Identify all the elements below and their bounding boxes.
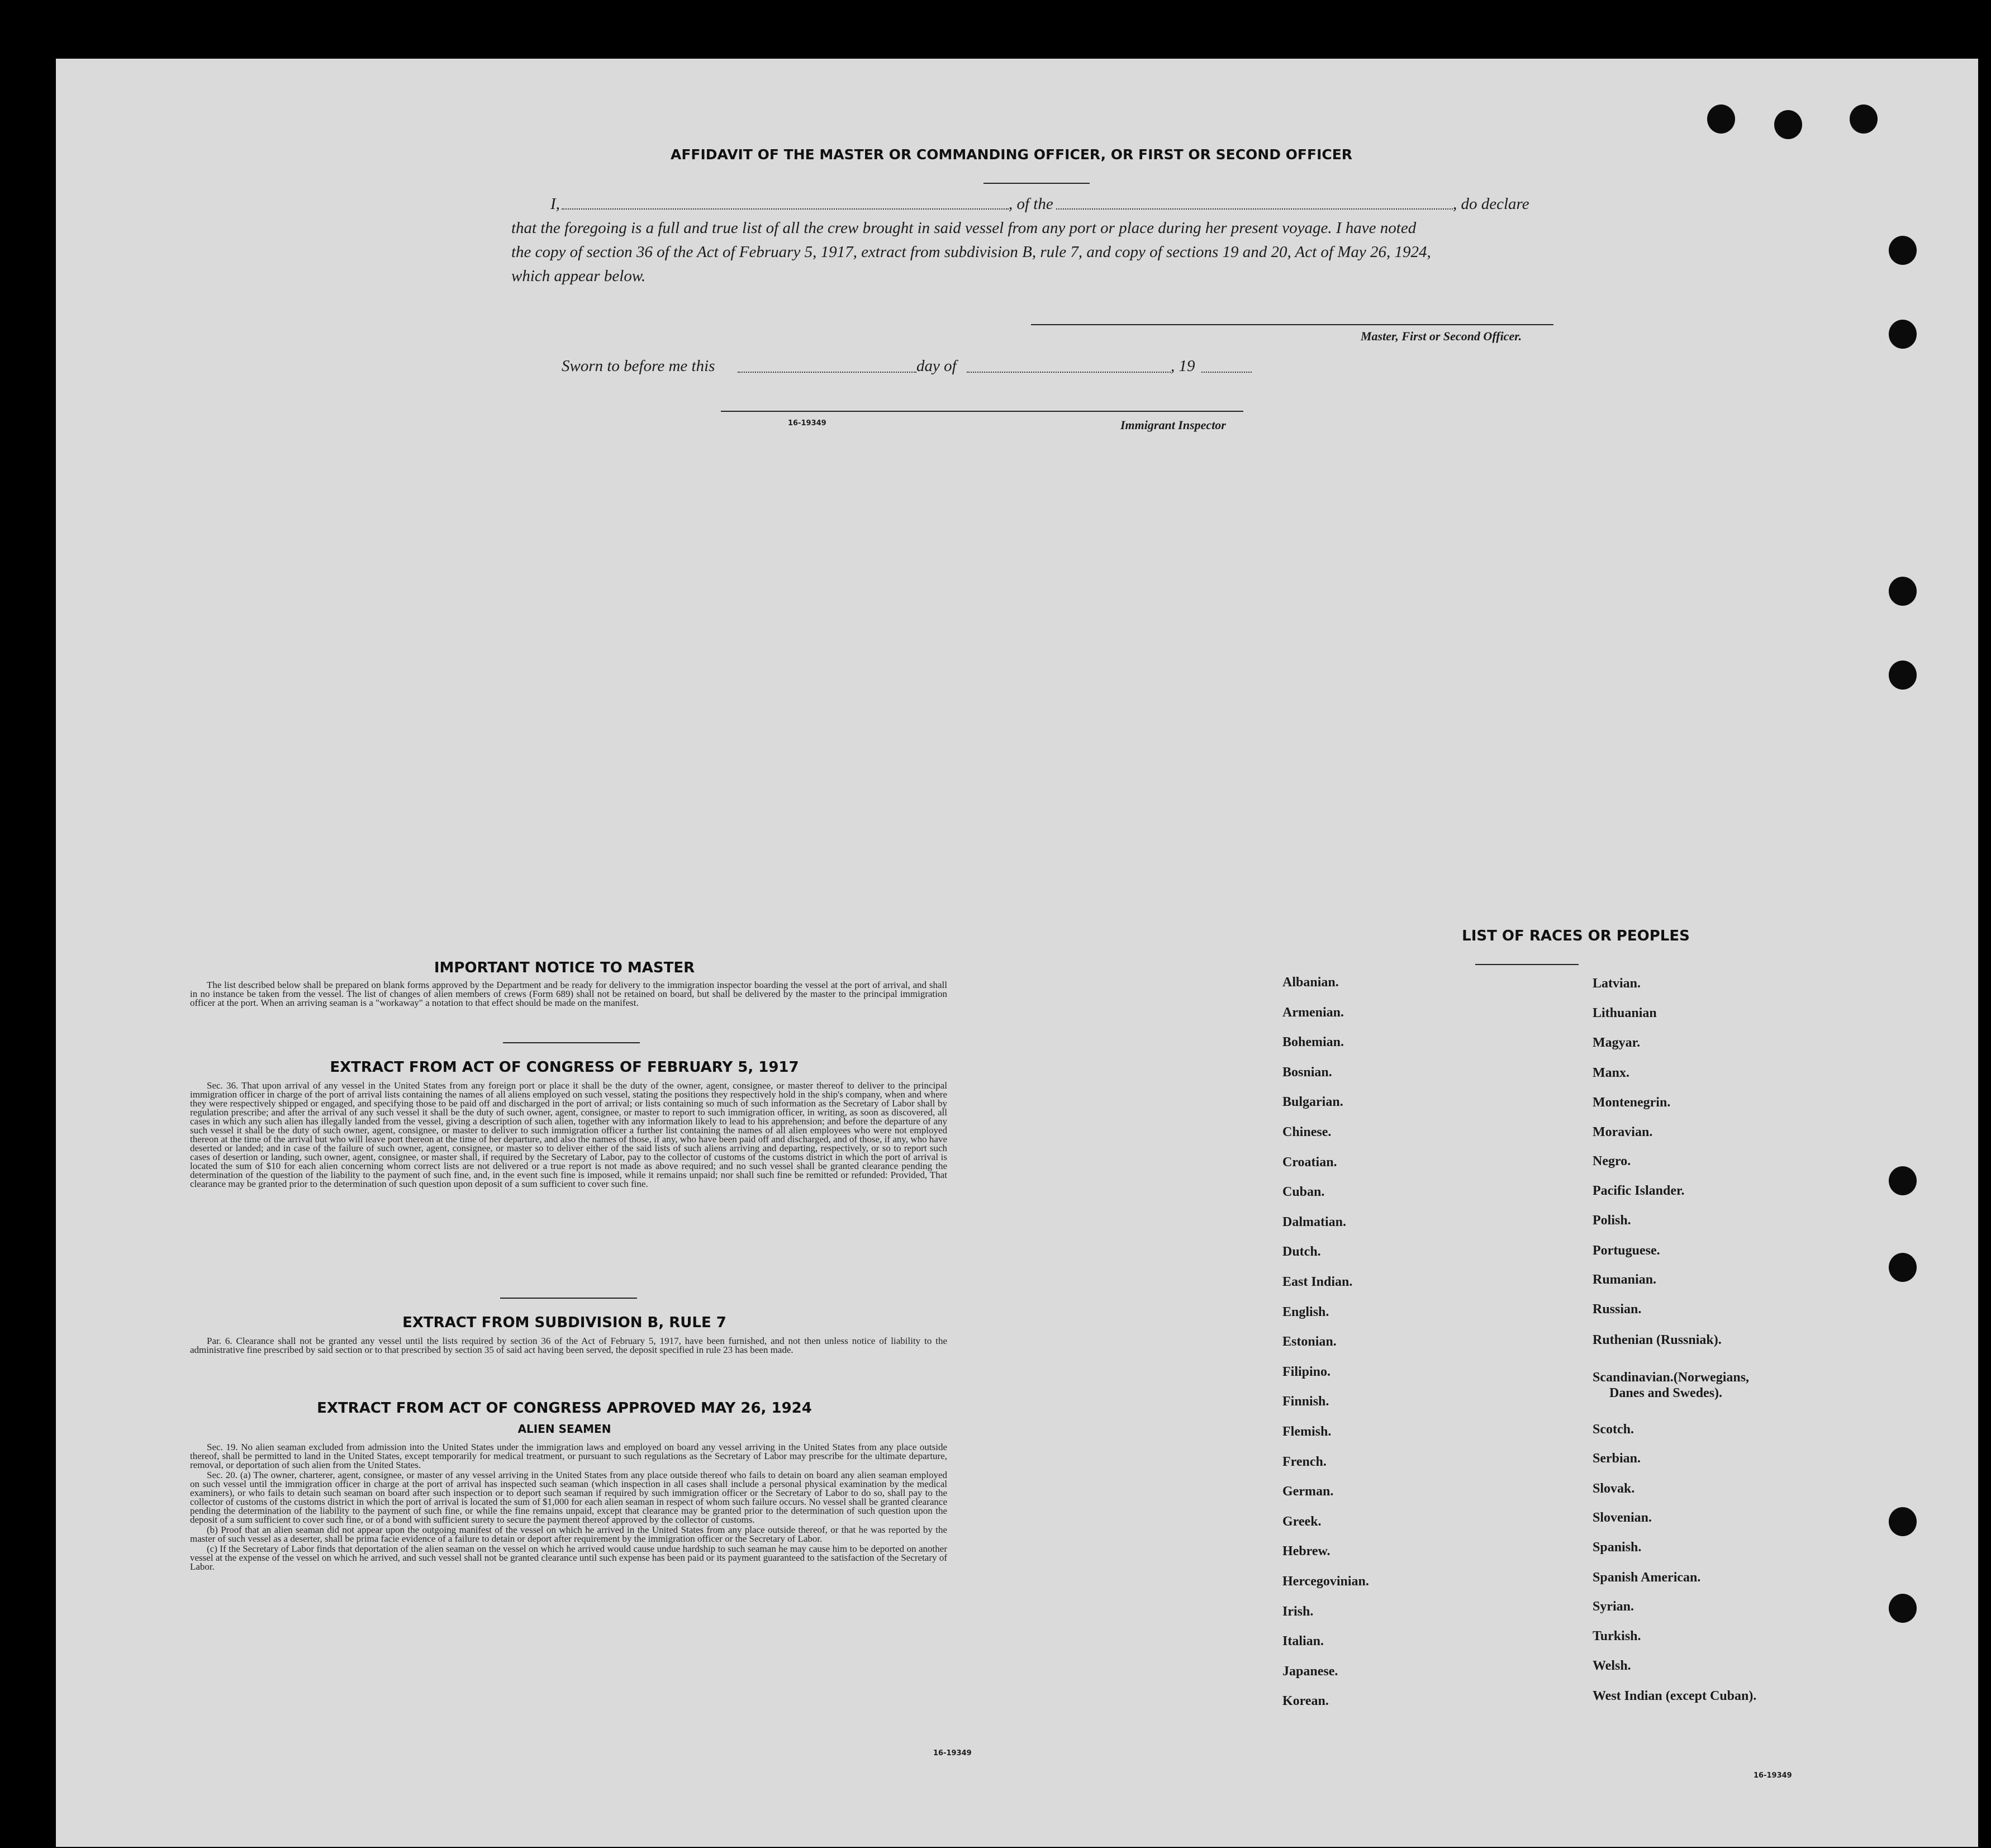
- sworn-day-label: day of: [916, 357, 957, 375]
- race-item: Hercegovinian.: [1282, 1574, 1369, 1589]
- race-item: Hebrew.: [1282, 1544, 1330, 1559]
- race-item: Bohemian.: [1282, 1035, 1344, 1050]
- race-item: Rumanian.: [1593, 1272, 1657, 1287]
- race-item: Serbian.: [1593, 1451, 1641, 1466]
- signature-caption: Master, First or Second Officer.: [1361, 329, 1522, 343]
- divider: [983, 183, 1090, 184]
- race-item: Filipino.: [1282, 1364, 1331, 1379]
- race-item: Magyar.: [1593, 1035, 1641, 1050]
- affidavit-title: AFFIDAVIT OF THE MASTER OR COMMANDING OFFICER, OR FIRST OR SECOND OFFICER: [671, 146, 1353, 163]
- race-item: Lithuanian: [1593, 1006, 1657, 1020]
- sworn-prefix: Sworn to before me this: [562, 357, 715, 375]
- race-item: German.: [1282, 1484, 1334, 1499]
- race-item: Spanish American.: [1593, 1570, 1701, 1585]
- punch-hole: [1774, 110, 1802, 139]
- divider: [503, 1042, 640, 1043]
- race-item: Scotch.: [1593, 1422, 1634, 1437]
- sec-19-paragraph: Sec. 19. No alien seaman excluded from admission into the United States under the immigration laws and employed on board any vessel arriving in the United States from any place outside thereof, shall be permitted to land in the United States, except temporarily for medical treatment, or pursuant to such regulations as the Secretary of Labor may prescribe for the ultimate departure, removal, or deportation of such alien from the United States.: [190, 1442, 947, 1470]
- punch-hole: [1889, 661, 1917, 690]
- race-item: Dutch.: [1282, 1244, 1321, 1260]
- race-item: Spanish.: [1593, 1540, 1642, 1555]
- race-item: Slovak.: [1593, 1481, 1635, 1496]
- affidavit-line-2: that the foregoing is a full and true list of all the crew brought in said vessel from any port or place during her present voyage. I have noted: [511, 219, 1417, 237]
- punch-hole: [1850, 104, 1878, 134]
- punch-hole: [1889, 236, 1917, 265]
- punch-hole: [1889, 577, 1917, 606]
- race-item: Korean.: [1282, 1694, 1329, 1709]
- race-item: Estonian.: [1282, 1334, 1337, 1350]
- punch-hole: [1707, 104, 1735, 134]
- races-title: LIST OF RACES OR PEOPLES: [1462, 928, 1690, 944]
- signature-line[interactable]: [1031, 324, 1553, 325]
- race-item: Turkish.: [1593, 1629, 1641, 1643]
- race-item: Albanian.: [1282, 975, 1339, 990]
- sworn-month-field[interactable]: [967, 372, 1171, 373]
- document-page: [56, 59, 1978, 1847]
- race-item: Portuguese.: [1593, 1243, 1660, 1258]
- race-item: Montenegrin.: [1593, 1095, 1671, 1110]
- extract-1924-body: [190, 1443, 947, 1573]
- affidavit-line-3: the copy of section 36 of the Act of February 5, 1917, extract from subdivision B, rule 7, and copy of sections 19 and 20, Act of May 26, 1924,: [511, 243, 1431, 261]
- race-item: Polish.: [1593, 1213, 1631, 1228]
- race-item: Flemish.: [1282, 1424, 1332, 1439]
- inspector-caption: Immigrant Inspector: [1120, 418, 1226, 432]
- race-item: Latvian.: [1593, 976, 1641, 991]
- extract-1924-subtitle: ALIEN SEAMEN: [517, 1422, 611, 1436]
- sworn-date-field[interactable]: [738, 372, 916, 373]
- race-item: Russian.: [1593, 1302, 1642, 1317]
- race-item: Ruthenian (Russniak).: [1593, 1333, 1722, 1347]
- affidavit-i-label: I,: [550, 195, 560, 213]
- race-item: English.: [1282, 1304, 1329, 1319]
- sec-20a-paragraph: Sec. 20. (a) The owner, charterer, agent, consignee, or master of any vessel arriving in the United States from any place outside thereof who fails to detain on board any alien seaman employed on such vessel until the immigration officer in charge at the port of arrival has inspected such seaman (which inspection in all cases shall include a personal physical examination by the medical examiners), or who fails to detain such seaman on board after such inspection or to deport such seaman if required by such immigration officer or the Secretary of Labor to do so, shall pay to the collector of customs of the customs district in which the port of arrival is located the sum of $1,000 for each alien seaman in respect of whom such failure occurs. No vessel shall be granted clearance pending the determination of the liability to the payment of such fine, or while the fine remains unpaid, except that clearance may be granted prior to the determination of such question upon the deposit of a sum sufficient to cover such fine, or of a bond with sufficient surety to secure the payment thereof approved by the collector of customs.: [190, 1470, 947, 1525]
- sworn-year-label: , 19: [1171, 357, 1195, 375]
- race-item: Scandinavian.(Norwegians,: [1593, 1370, 1750, 1385]
- sec-20b-paragraph: (b) Proof that an alien seaman did not appear upon the outgoing manifest of the vessel on which he arrived in the United States from any place outside thereof, or that he was reported by the master of such vessel as a deserter, shall be prima facie evidence of a failure to detain or deport after requirement by the immigration officer or the Secretary of Labor.: [190, 1524, 947, 1544]
- sworn-year-field[interactable]: [1201, 372, 1252, 373]
- extract-1924-title: EXTRACT FROM ACT OF CONGRESS APPROVED MAY 26, 1924: [317, 1400, 812, 1417]
- extract-1917-title: EXTRACT FROM ACT OF CONGRESS OF FEBRUARY 5, 1917: [330, 1059, 799, 1076]
- notice-title: IMPORTANT NOTICE TO MASTER: [434, 959, 695, 976]
- races-form-number: 16-19349: [1754, 1771, 1792, 1780]
- race-item: Moravian.: [1593, 1125, 1653, 1139]
- race-item: Croatian.: [1282, 1155, 1337, 1170]
- race-item: French.: [1282, 1454, 1327, 1469]
- punch-hole: [1889, 1507, 1917, 1536]
- race-item: East Indian.: [1282, 1275, 1353, 1289]
- divider: [1475, 964, 1579, 965]
- subdivision-b-title: EXTRACT FROM SUBDIVISION B, RULE 7: [402, 1314, 726, 1331]
- race-item: Chinese.: [1282, 1125, 1332, 1139]
- affidavit-form-number: 16-19349: [788, 419, 826, 427]
- vessel-of-label: , of the: [1009, 195, 1053, 213]
- sec-20c-paragraph: (c) If the Secretary of Labor finds that deportation of the alien seaman on the vessel on which he arrived would cause undue hardship to such seaman he may cause him to be deported on another vessel at the expense of the vessel on which he arrived, and such vessel shall not be granted clearance until such expense has been paid or its payment guaranteed to the satisfaction of the Secretary of Labor.: [190, 1543, 947, 1572]
- race-item: Italian.: [1282, 1634, 1324, 1649]
- extract-1917-body: [190, 1081, 947, 1190]
- sec-36-paragraph: Sec. 36. That upon arrival of any vessel in the United States from any foreign port or place it shall be the duty of the owner, agent, consignee, or master thereof to deliver to the principal immigration officer in charge of the port of arrival lists containing the names of all aliens employed on such vessel, stating the positions they respectively hold in the ship's company, when and where they were respectively shipped or engaged, and specifying those to be paid off and discharged in the port of arrival; or lists containing so much of such information as the Secretary of Labor shall by regulation prescribe; and after the arrival of any such vessel it shall be the duty of such owner, agent, consignee, or master to report to such immigration officer, in writing, as soon as discovered, all cases in which any such alien has illegally landed from the vessel, giving a description of such alien, together with any information likely to lead to his apprehension; and before the departure of any such vessel it shall be the duty of such owner, agent, consignee, or master to deliver to such immigration officer a further list containing the names of all alien employees who were not employed thereon at the time of the arrival but who will leave port thereon at the time of her departure, and also the names of those, if any, who have been paid off and discharged, and of those, if any, who have deserted or landed; and in case of the failure of such owner, agent, consignee, or master so to deliver either of the said lists of such aliens arriving and departing, respectively, or so to report such cases of desertion or landing, such owner, agent, consignee, or master shall, if required by the Secretary of Labor, pay to the collector of customs of the customs district in which the port of arrival is located the sum of $10 for each alien concerning whom correct lists are not delivered or a true report is not made as above required; and no such vessel shall be granted clearance pending the determination of the question of the liability to the payment of such fine, and, in the event such fine is imposed, while it remains unpaid; nor shall such fine be remitted or refunded: Provided, That clearance may be granted prior to the determination of such question upon deposit of a sum sufficient to cover such fine.: [190, 1080, 947, 1189]
- race-item: Bosnian.: [1282, 1065, 1332, 1080]
- affidavit-line-4: which appear below.: [511, 267, 646, 285]
- race-item: Syrian.: [1593, 1599, 1634, 1614]
- subdivision-b-body: [190, 1337, 947, 1356]
- notice-body: [190, 981, 947, 1009]
- race-item: Negro.: [1593, 1154, 1631, 1168]
- declare-label: , do declare: [1453, 195, 1529, 213]
- race-item: Manx.: [1593, 1066, 1629, 1080]
- punch-hole: [1889, 1166, 1917, 1195]
- race-item: West Indian (except Cuban).: [1593, 1689, 1757, 1703]
- master-name-field[interactable]: [562, 208, 1009, 210]
- race-item: Armenian.: [1282, 1005, 1344, 1020]
- race-item: Cuban.: [1282, 1185, 1325, 1200]
- extract-1924-form-number: 16-19349: [933, 1749, 972, 1757]
- punch-hole: [1889, 320, 1917, 349]
- race-item: Bulgarian.: [1282, 1095, 1343, 1110]
- race-item: Irish.: [1282, 1604, 1314, 1619]
- race-item: Danes and Swedes).: [1609, 1386, 1723, 1400]
- inspector-signature-line[interactable]: [721, 411, 1243, 412]
- divider: [500, 1298, 637, 1299]
- punch-hole: [1889, 1594, 1917, 1623]
- par-6-paragraph: Par. 6. Clearance shall not be granted any vessel until the lists required by section 36 of the Act of February 5, 1917, have been furnished, and not then unless notice of liability to the administrative fine prescribed by said section or to that prescribed by section 35 of said act having been served, the deposit specified in rule 23 has been made.: [190, 1336, 947, 1355]
- vessel-name-field[interactable]: [1056, 208, 1453, 210]
- race-item: Greek.: [1282, 1514, 1322, 1529]
- race-item: Dalmatian.: [1282, 1214, 1346, 1229]
- race-item: Slovenian.: [1593, 1510, 1652, 1525]
- race-item: Welsh.: [1593, 1659, 1631, 1673]
- race-item: Pacific Islander.: [1593, 1184, 1685, 1198]
- race-item: Finnish.: [1282, 1394, 1329, 1409]
- punch-hole: [1889, 1253, 1917, 1282]
- notice-paragraph: The list described below shall be prepared on blank forms approved by the Department and be ready for delivery to the immigration inspector boarding the vessel at the port of arrival, and shall in no instance be taken from the vessel. The list of changes of alien members of crews (Form 689) shall not be retained on board, but shall be delivered by the master to the principal immigration officer at the port. When an arriving seaman is a "workaway" a notation to that effect should be made on the manifest.: [190, 980, 947, 1008]
- race-item: Japanese.: [1282, 1664, 1338, 1679]
